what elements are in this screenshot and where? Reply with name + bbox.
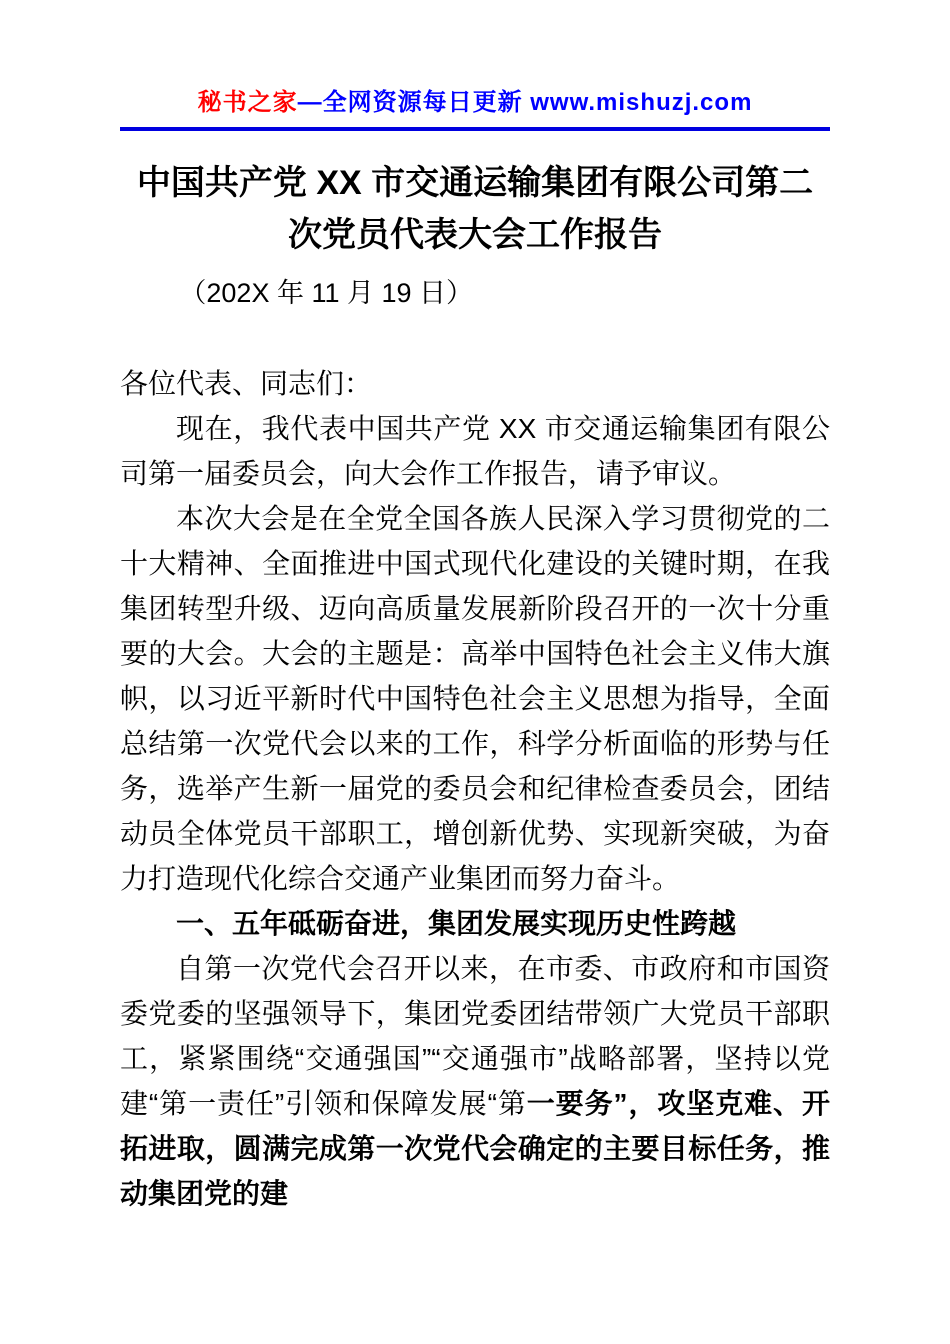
document-date: （202X 年 11 月 19 日）: [179, 278, 474, 308]
paragraph-2: 本次大会是在全党全国各族人民深入学习贯彻党的二十大精神、全面推进中国式现代化建设的关键时期，在我集团转型升级、迈向高质量发展新阶段召开的一次十分重要的大会。大会的主题是：高举中国特色社会主义伟大旗帜，以习近平新时代中国特色社会主义思想为指导，全面总结第一次党代会以来的工作，科学分析面临的形势与任务，选举产生新一届党的委员会和纪律检查委员会，团结动员全体党员干部职工，增创新优势、实现新突破，为奋力打造现代化综合交通产业集团而努力奋斗。: [120, 503, 830, 894]
salutation-line: 各位代表、同志们：: [120, 368, 373, 399]
site-brand: 秘书之家: [197, 89, 298, 116]
paragraph-3-bold-run: 一要务”，攻坚克难、开拓进取，圆满完成第一次党代会确定的主要目标任务，推动集团党的建: [120, 1088, 830, 1209]
paragraph-3: [120, 946, 830, 1216]
site-url-link[interactable]: www.mishuzj.com: [530, 89, 753, 116]
site-header: [120, 82, 830, 131]
site-tagline: —全网资源每日更新: [297, 89, 531, 116]
document-body: [120, 361, 830, 1216]
paragraph-3-normal-run: 自第一次党代会召开以来，在市委、市政府和市国资委党委的坚强领导下，集团党委团结带领广大党员干部职工，紧紧围绕“交通强国”“交通强市”战略部署，坚持以党建“第一责任”引领和保障发展“第: [120, 953, 830, 1119]
section-heading-1: 一、五年砥砺奋进，集团发展实现历史性跨越: [176, 908, 737, 939]
document-title: 中国共产党 XX 市交通运输集团有限公司第二次党员代表大会工作报告: [136, 164, 814, 254]
paragraph-1: 现在，我代表中国共产党 XX 市交通运输集团有限公司第一届委员会，向大会作工作报告，请予审议。: [120, 413, 830, 489]
